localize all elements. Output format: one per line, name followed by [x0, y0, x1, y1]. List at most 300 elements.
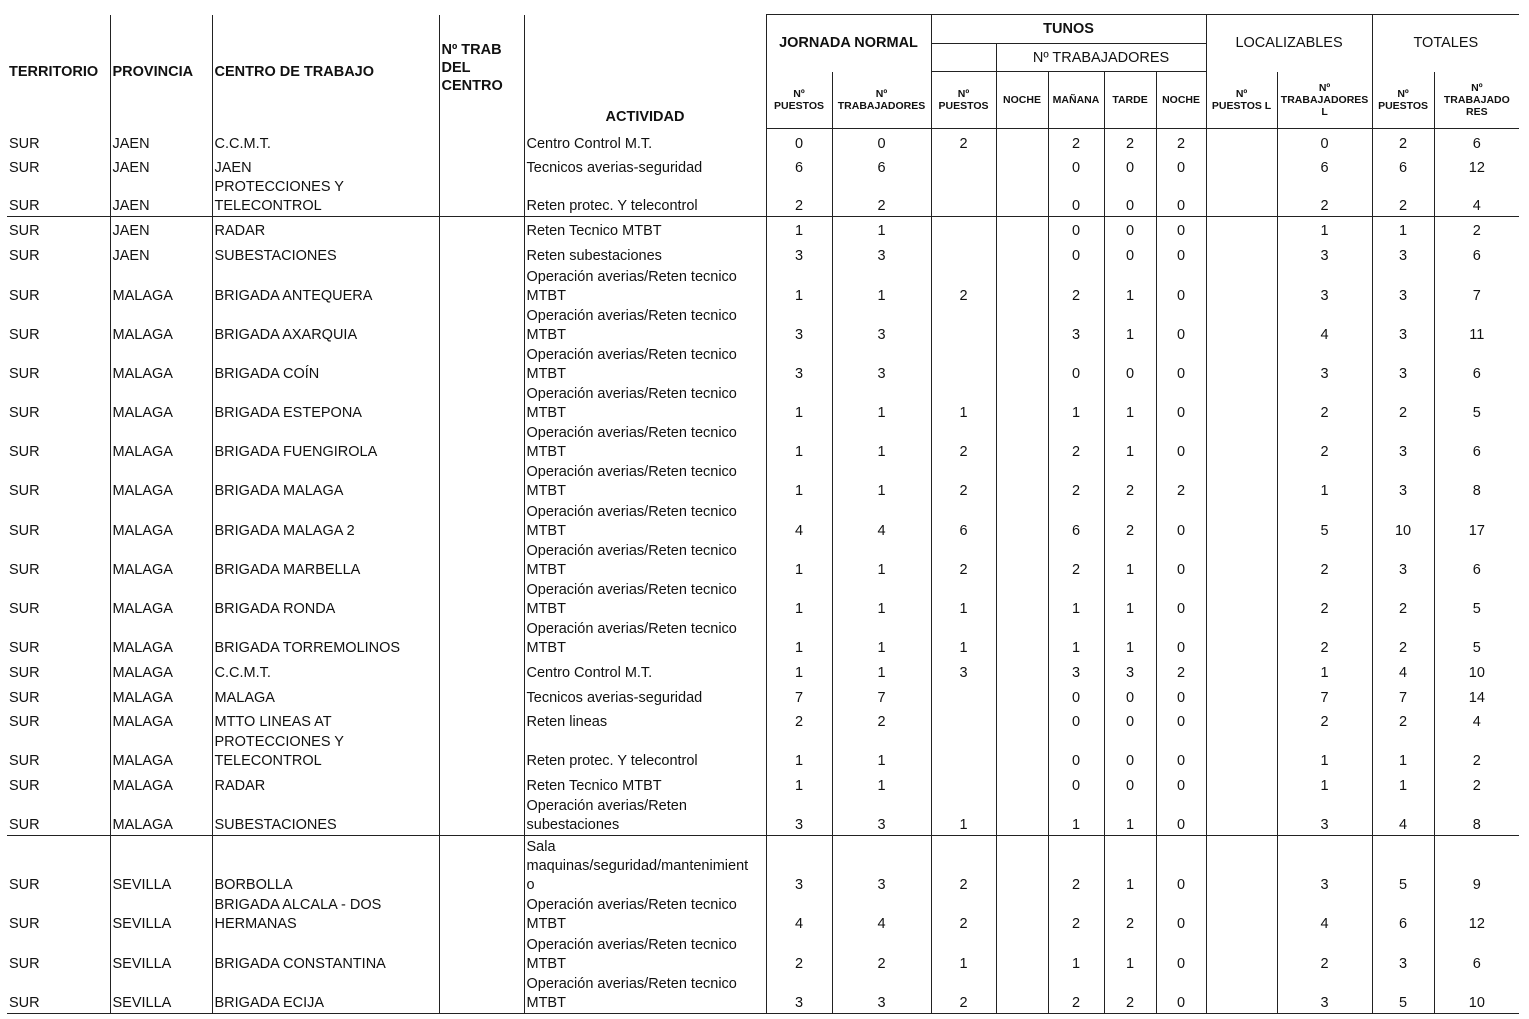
staffing-table-sheet: [7, 14, 1519, 1014]
cell-territorio: SUR: [9, 327, 40, 343]
table-row: [7, 384, 1519, 423]
cell-l-trabajadores: 0: [1277, 129, 1372, 154]
cell-centro-trabajo: BRIGADA TORREMOLINOS: [212, 619, 439, 658]
cell-l-trabajadores: 3: [1277, 345, 1372, 384]
cell-jn-puestos: 1: [766, 384, 832, 423]
header-centro-trabajo: CENTRO DE TRABAJO: [212, 15, 439, 129]
cell-t-tarde: 1: [1104, 384, 1156, 423]
header-t-noche-2: NOCHE: [1156, 72, 1206, 129]
cell-actividad: Reten protec. Y telecontrol: [524, 732, 766, 771]
cell-t-manana: 1: [1048, 934, 1104, 974]
cell-tot-trabajadores: 9: [1434, 835, 1519, 895]
header-t-manana: MAÑANA: [1048, 72, 1104, 129]
cell-jn-puestos: 3: [766, 345, 832, 384]
cell-jn-trabajadores: 1: [832, 384, 931, 423]
cell-l-puestos: [1206, 541, 1277, 580]
cell-jn-puestos: 3: [766, 306, 832, 345]
cell-tot-trabajadores: 12: [1434, 895, 1519, 934]
cell-t-noche-2: 0: [1156, 423, 1206, 462]
cell-n-trab-centro: [439, 934, 524, 974]
cell-tot-puestos: 4: [1372, 796, 1434, 835]
table-row: [7, 462, 1519, 501]
cell-t-manana: 2: [1048, 974, 1104, 1013]
cell-t-noche: [996, 580, 1048, 619]
cell-centro-trabajo: C.C.M.T.: [212, 658, 439, 683]
cell-t-noche: [996, 501, 1048, 541]
cell-territorio: SUR: [9, 197, 40, 214]
cell-tot-puestos: 3: [1372, 266, 1434, 306]
cell-provincia: MALAGA: [110, 732, 212, 771]
cell-centro-trabajo: BRIGADA CONSTANTINA: [212, 934, 439, 974]
cell-provincia: MALAGA: [110, 266, 212, 306]
header-n-trab-centro: Nº TRAB DEL CENTRO: [439, 15, 524, 129]
cell-t-puestos: 2: [931, 835, 996, 895]
cell-tot-trabajadores: 7: [1434, 266, 1519, 306]
cell-tot-trabajadores: 6: [1434, 541, 1519, 580]
cell-t-noche: [996, 216, 1048, 241]
table-row: [7, 934, 1519, 974]
cell-centro-trabajo: PROTECCIONES Y TELECONTROL: [212, 178, 439, 217]
cell-tot-trabajadores: 4: [1434, 708, 1519, 732]
cell-tot-puestos: 3: [1372, 306, 1434, 345]
cell-t-noche-2: 0: [1156, 771, 1206, 796]
cell-t-manana: 0: [1048, 732, 1104, 771]
cell-jn-trabajadores: 1: [832, 732, 931, 771]
cell-tot-puestos: 3: [1372, 423, 1434, 462]
cell-l-trabajadores: 1: [1277, 658, 1372, 683]
cell-tot-puestos: 6: [1372, 895, 1434, 934]
cell-tot-trabajadores: 6: [1434, 934, 1519, 974]
cell-t-noche: [996, 541, 1048, 580]
header-n-trabajadores: Nº TRABAJADORES: [996, 44, 1206, 72]
cell-actividad: Operación averias/Reten tecnico MTBT: [524, 423, 766, 462]
cell-jn-puestos: 2: [766, 178, 832, 217]
cell-n-trab-centro: [439, 178, 524, 217]
cell-l-puestos: [1206, 580, 1277, 619]
cell-n-trab-centro: [439, 771, 524, 796]
cell-l-trabajadores: 3: [1277, 241, 1372, 266]
cell-provincia: JAEN: [110, 129, 212, 154]
cell-jn-trabajadores: 1: [832, 266, 931, 306]
cell-centro-trabajo: BRIGADA ESTEPONA: [212, 384, 439, 423]
table-row: [7, 619, 1519, 658]
cell-t-puestos: [931, 216, 996, 241]
cell-centro-trabajo: C.C.M.T.: [212, 129, 439, 154]
cell-t-manana: 1: [1048, 580, 1104, 619]
cell-territorio: SUR: [9, 916, 40, 932]
cell-tot-trabajadores: 17: [1434, 501, 1519, 541]
cell-centro-trabajo: BRIGADA ANTEQUERA: [212, 266, 439, 306]
cell-jn-trabajadores: 3: [832, 241, 931, 266]
cell-tot-puestos: 2: [1372, 708, 1434, 732]
cell-t-puestos: 1: [931, 796, 996, 835]
cell-tot-trabajadores: 5: [1434, 384, 1519, 423]
cell-t-puestos: 6: [931, 501, 996, 541]
cell-jn-puestos: 3: [766, 241, 832, 266]
cell-t-noche-2: 0: [1156, 732, 1206, 771]
cell-jn-puestos: 1: [766, 423, 832, 462]
cell-tot-trabajadores: 2: [1434, 216, 1519, 241]
cell-jn-trabajadores: 3: [832, 835, 931, 895]
cell-n-trab-centro: [439, 154, 524, 178]
cell-jn-puestos: 4: [766, 501, 832, 541]
cell-tot-puestos: 3: [1372, 934, 1434, 974]
cell-t-manana: 2: [1048, 462, 1104, 501]
cell-jn-trabajadores: 3: [832, 306, 931, 345]
cell-l-trabajadores: 2: [1277, 580, 1372, 619]
table-row: [7, 658, 1519, 683]
cell-actividad: Operación averias/Reten tecnico MTBT: [524, 619, 766, 658]
cell-l-puestos: [1206, 796, 1277, 835]
cell-tot-trabajadores: 6: [1434, 345, 1519, 384]
table-row: [7, 796, 1519, 835]
cell-tot-puestos: 5: [1372, 835, 1434, 895]
cell-l-puestos: [1206, 423, 1277, 462]
cell-t-noche-2: 0: [1156, 501, 1206, 541]
cell-t-noche-2: 0: [1156, 384, 1206, 423]
cell-actividad: Sala maquinas/seguridad/mantenimient o: [524, 835, 766, 895]
cell-t-noche: [996, 708, 1048, 732]
cell-tot-puestos: 2: [1372, 384, 1434, 423]
cell-actividad: Operación averias/Reten tecnico MTBT: [524, 306, 766, 345]
cell-actividad: Centro Control M.T.: [524, 658, 766, 683]
cell-t-manana: 0: [1048, 683, 1104, 708]
cell-t-puestos: 1: [931, 580, 996, 619]
cell-t-noche: [996, 462, 1048, 501]
cell-t-noche-2: 0: [1156, 178, 1206, 217]
cell-jn-trabajadores: 3: [832, 974, 931, 1013]
cell-t-tarde: 2: [1104, 129, 1156, 154]
cell-t-manana: 2: [1048, 835, 1104, 895]
cell-n-trab-centro: [439, 384, 524, 423]
cell-provincia: MALAGA: [110, 306, 212, 345]
cell-t-puestos: 2: [931, 895, 996, 934]
cell-t-manana: 1: [1048, 796, 1104, 835]
cell-t-puestos: 3: [931, 658, 996, 683]
cell-n-trab-centro: [439, 423, 524, 462]
cell-t-puestos: [931, 708, 996, 732]
cell-t-tarde: 1: [1104, 580, 1156, 619]
cell-t-puestos: [931, 771, 996, 796]
cell-l-trabajadores: 1: [1277, 216, 1372, 241]
cell-t-puestos: [931, 241, 996, 266]
cell-t-puestos: [931, 345, 996, 384]
cell-t-noche-2: 0: [1156, 895, 1206, 934]
cell-t-tarde: 0: [1104, 241, 1156, 266]
staffing-table: [7, 14, 1519, 1014]
cell-l-puestos: [1206, 683, 1277, 708]
cell-t-tarde: 3: [1104, 658, 1156, 683]
cell-t-noche-2: 0: [1156, 708, 1206, 732]
cell-tot-trabajadores: 6: [1434, 423, 1519, 462]
cell-t-puestos: [931, 178, 996, 217]
cell-jn-trabajadores: 3: [832, 345, 931, 384]
cell-centro-trabajo: MALAGA: [212, 683, 439, 708]
cell-t-puestos: 2: [931, 423, 996, 462]
cell-t-noche: [996, 154, 1048, 178]
cell-n-trab-centro: [439, 129, 524, 154]
cell-tot-trabajadores: 6: [1434, 129, 1519, 154]
cell-tot-puestos: 10: [1372, 501, 1434, 541]
cell-l-puestos: [1206, 732, 1277, 771]
cell-jn-trabajadores: 3: [832, 796, 931, 835]
header-t-tarde: TARDE: [1104, 72, 1156, 129]
cell-l-puestos: [1206, 895, 1277, 934]
cell-actividad: Reten Tecnico MTBT: [524, 216, 766, 241]
cell-tot-trabajadores: 10: [1434, 974, 1519, 1013]
cell-t-noche-2: 2: [1156, 462, 1206, 501]
cell-centro-trabajo: BRIGADA FUENGIROLA: [212, 423, 439, 462]
cell-l-puestos: [1206, 708, 1277, 732]
cell-actividad: Operación averias/Reten tecnico MTBT: [524, 541, 766, 580]
cell-territorio: SUR: [9, 523, 40, 539]
cell-n-trab-centro: [439, 732, 524, 771]
cell-territorio: SUR: [9, 248, 40, 264]
cell-t-tarde: 2: [1104, 974, 1156, 1013]
header-territorio: TERRITORIO: [9, 63, 99, 80]
cell-jn-trabajadores: 1: [832, 658, 931, 683]
cell-t-manana: 0: [1048, 708, 1104, 732]
cell-l-trabajadores: 5: [1277, 501, 1372, 541]
cell-provincia: MALAGA: [110, 501, 212, 541]
cell-t-noche-2: 0: [1156, 266, 1206, 306]
table-row: [7, 216, 1519, 241]
header-turnos-blank: [931, 44, 996, 72]
cell-centro-trabajo: BRIGADA COÍN: [212, 345, 439, 384]
cell-l-puestos: [1206, 462, 1277, 501]
cell-t-puestos: [931, 732, 996, 771]
cell-actividad: Reten protec. Y telecontrol: [524, 178, 766, 217]
cell-l-trabajadores: 2: [1277, 934, 1372, 974]
cell-t-manana: 2: [1048, 895, 1104, 934]
cell-t-tarde: 0: [1104, 708, 1156, 732]
cell-jn-puestos: 1: [766, 266, 832, 306]
cell-provincia: MALAGA: [110, 683, 212, 708]
cell-t-noche: [996, 266, 1048, 306]
cell-provincia: SEVILLA: [110, 895, 212, 934]
cell-tot-trabajadores: 5: [1434, 580, 1519, 619]
cell-t-tarde: 2: [1104, 462, 1156, 501]
cell-centro-trabajo: BRIGADA MALAGA 2: [212, 501, 439, 541]
cell-l-trabajadores: 2: [1277, 384, 1372, 423]
cell-centro-trabajo: RADAR: [212, 771, 439, 796]
cell-tot-puestos: 3: [1372, 241, 1434, 266]
cell-t-noche: [996, 974, 1048, 1013]
cell-t-tarde: 1: [1104, 541, 1156, 580]
cell-l-puestos: [1206, 934, 1277, 974]
cell-t-noche-2: 0: [1156, 154, 1206, 178]
cell-tot-puestos: 2: [1372, 129, 1434, 154]
cell-t-tarde: 1: [1104, 934, 1156, 974]
cell-provincia: MALAGA: [110, 771, 212, 796]
cell-actividad: Reten subestaciones: [524, 241, 766, 266]
cell-territorio: SUR: [9, 956, 40, 972]
cell-actividad: Operación averias/Reten tecnico MTBT: [524, 266, 766, 306]
cell-actividad: Tecnicos averias-seguridad: [524, 154, 766, 178]
cell-l-puestos: [1206, 129, 1277, 154]
cell-n-trab-centro: [439, 619, 524, 658]
cell-provincia: SEVILLA: [110, 934, 212, 974]
cell-t-tarde: 1: [1104, 796, 1156, 835]
cell-actividad: Operación averias/Reten tecnico MTBT: [524, 974, 766, 1013]
cell-t-puestos: 2: [931, 541, 996, 580]
cell-l-trabajadores: 2: [1277, 708, 1372, 732]
cell-territorio: SUR: [9, 288, 40, 304]
cell-territorio: SUR: [7, 835, 110, 895]
cell-t-noche-2: 0: [1156, 974, 1206, 1013]
cell-tot-trabajadores: 6: [1434, 241, 1519, 266]
cell-t-noche: [996, 732, 1048, 771]
cell-centro-trabajo: BORBOLLA: [212, 835, 439, 895]
cell-t-manana: 3: [1048, 658, 1104, 683]
cell-actividad: Tecnicos averias-seguridad: [524, 683, 766, 708]
cell-n-trab-centro: [439, 708, 524, 732]
cell-jn-trabajadores: 7: [832, 683, 931, 708]
cell-l-puestos: [1206, 771, 1277, 796]
cell-t-tarde: 0: [1104, 345, 1156, 384]
cell-t-puestos: 2: [931, 129, 996, 154]
cell-t-manana: 0: [1048, 345, 1104, 384]
cell-tot-puestos: 1: [1372, 771, 1434, 796]
cell-actividad: Operación averias/Reten tecnico MTBT: [524, 384, 766, 423]
cell-t-noche-2: 0: [1156, 541, 1206, 580]
header-jn-trabajadores: Nº TRABAJADORES: [832, 72, 931, 129]
cell-provincia: MALAGA: [110, 580, 212, 619]
cell-territorio: SUR: [7, 974, 110, 1013]
cell-jn-puestos: 1: [766, 462, 832, 501]
cell-jn-puestos: 1: [766, 732, 832, 771]
cell-tot-puestos: 3: [1372, 345, 1434, 384]
cell-t-tarde: 1: [1104, 306, 1156, 345]
cell-territorio: SUR: [9, 778, 40, 794]
cell-t-manana: 0: [1048, 154, 1104, 178]
header-totales: TOTALES: [1372, 15, 1519, 72]
cell-n-trab-centro: [439, 541, 524, 580]
cell-t-manana: 2: [1048, 423, 1104, 462]
cell-jn-trabajadores: 1: [832, 541, 931, 580]
cell-jn-trabajadores: 2: [832, 934, 931, 974]
cell-l-puestos: [1206, 835, 1277, 895]
cell-territorio: SUR: [9, 714, 40, 730]
cell-tot-puestos: 6: [1372, 154, 1434, 178]
cell-t-puestos: [931, 683, 996, 708]
cell-l-puestos: [1206, 178, 1277, 217]
cell-provincia: JAEN: [110, 216, 212, 241]
header-jn-puestos: Nº PUESTOS: [766, 72, 832, 129]
table-row: [7, 580, 1519, 619]
cell-l-puestos: [1206, 619, 1277, 658]
cell-jn-trabajadores: 2: [832, 708, 931, 732]
cell-jn-trabajadores: 1: [832, 619, 931, 658]
cell-provincia: MALAGA: [110, 423, 212, 462]
cell-n-trab-centro: [439, 345, 524, 384]
cell-provincia: JAEN: [110, 154, 212, 178]
cell-actividad: Operación averias/Reten tecnico MTBT: [524, 345, 766, 384]
cell-jn-puestos: 0: [766, 129, 832, 154]
cell-actividad: Operación averias/Reten subestaciones: [524, 796, 766, 835]
cell-l-trabajadores: 2: [1277, 541, 1372, 580]
cell-n-trab-centro: [439, 580, 524, 619]
cell-centro-trabajo: BRIGADA MARBELLA: [212, 541, 439, 580]
cell-tot-puestos: 2: [1372, 178, 1434, 217]
cell-jn-trabajadores: 1: [832, 462, 931, 501]
cell-territorio: SUR: [9, 601, 40, 617]
cell-territorio: SUR: [9, 562, 40, 578]
table-row: [7, 178, 1519, 217]
cell-jn-puestos: 7: [766, 683, 832, 708]
cell-l-trabajadores: 6: [1277, 154, 1372, 178]
table-row: [7, 345, 1519, 384]
cell-l-puestos: [1206, 154, 1277, 178]
cell-t-puestos: 2: [931, 974, 996, 1013]
cell-t-tarde: 1: [1104, 619, 1156, 658]
table-row: [7, 708, 1519, 732]
cell-jn-puestos: 3: [766, 796, 832, 835]
cell-l-trabajadores: 2: [1277, 178, 1372, 217]
table-row: [7, 306, 1519, 345]
cell-provincia: JAEN: [110, 178, 212, 217]
cell-tot-trabajadores: 12: [1434, 154, 1519, 178]
table-row: [7, 974, 1519, 1013]
cell-provincia: MALAGA: [110, 541, 212, 580]
table-body: [7, 129, 1519, 1014]
cell-l-trabajadores: 1: [1277, 732, 1372, 771]
table-row: [7, 129, 1519, 154]
cell-tot-trabajadores: 2: [1434, 732, 1519, 771]
table-row: [7, 683, 1519, 708]
cell-l-trabajadores: 2: [1277, 423, 1372, 462]
cell-t-noche: [996, 178, 1048, 217]
cell-jn-trabajadores: 4: [832, 895, 931, 934]
cell-tot-puestos: 1: [1372, 732, 1434, 771]
cell-n-trab-centro: [439, 658, 524, 683]
cell-t-noche: [996, 241, 1048, 266]
header-actividad: ACTIVIDAD: [524, 15, 766, 129]
cell-n-trab-centro: [439, 216, 524, 241]
cell-territorio: SUR: [9, 366, 40, 382]
cell-jn-puestos: 1: [766, 216, 832, 241]
cell-t-tarde: 1: [1104, 266, 1156, 306]
cell-n-trab-centro: [439, 835, 524, 895]
cell-l-puestos: [1206, 501, 1277, 541]
cell-l-puestos: [1206, 266, 1277, 306]
cell-territorio: SUR: [9, 483, 40, 499]
cell-t-tarde: 0: [1104, 178, 1156, 217]
cell-t-noche-2: 0: [1156, 580, 1206, 619]
table-row: [7, 541, 1519, 580]
table-row: [7, 501, 1519, 541]
cell-t-puestos: 2: [931, 462, 996, 501]
cell-t-tarde: 1: [1104, 423, 1156, 462]
header-t-puestos: Nº PUESTOS: [931, 72, 996, 129]
cell-tot-puestos: 3: [1372, 462, 1434, 501]
cell-centro-trabajo: PROTECCIONES Y TELECONTROL: [212, 732, 439, 771]
cell-centro-trabajo: MTTO LINEAS AT: [212, 708, 439, 732]
cell-t-noche: [996, 771, 1048, 796]
cell-territorio: SUR: [9, 405, 40, 421]
table-row: [7, 771, 1519, 796]
cell-l-trabajadores: 3: [1277, 796, 1372, 835]
cell-n-trab-centro: [439, 266, 524, 306]
cell-jn-puestos: 3: [766, 835, 832, 895]
cell-l-trabajadores: 4: [1277, 895, 1372, 934]
cell-tot-puestos: 2: [1372, 619, 1434, 658]
cell-t-noche: [996, 129, 1048, 154]
cell-territorio: SUR: [9, 159, 40, 176]
table-row: [7, 732, 1519, 771]
cell-provincia: MALAGA: [110, 619, 212, 658]
header-tot-puestos: Nº PUESTOS: [1372, 72, 1434, 129]
